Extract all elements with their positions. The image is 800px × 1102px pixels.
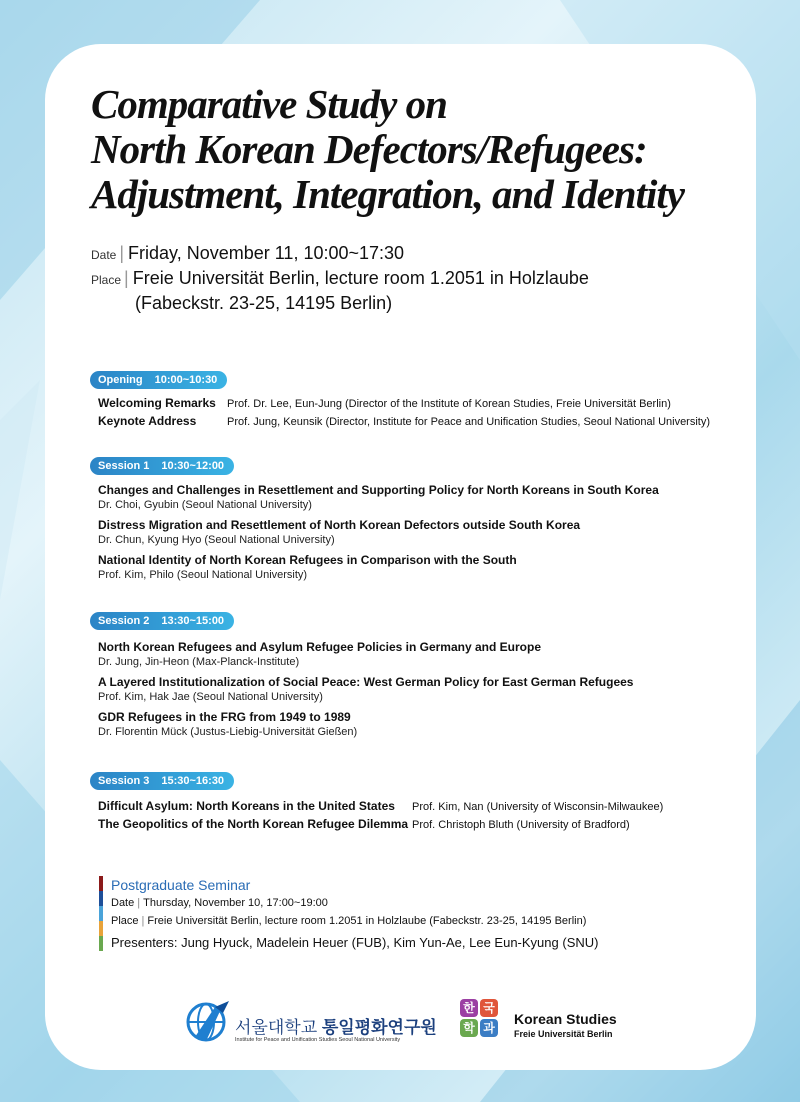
title-line: Adjustment, Integration, and Identity: [91, 171, 684, 217]
talk-speaker: Prof. Christoph Bluth (University of Bradford): [412, 819, 630, 831]
postgrad-place: Place | Freie Universität Berlin, lecture room 1.2051 in Holzlaube (Fabeckstr. 23-25, 14195 Berlin): [111, 915, 587, 927]
opening-role: Keynote Address: [98, 414, 197, 428]
talk-speaker: Dr. Choi, Gyubin (Seoul National University): [98, 499, 312, 511]
opening-speaker: Prof. Dr. Lee, Eun-Jung (Director of the Institute of Korean Studies, Freie Universität Berlin): [227, 398, 671, 410]
opening-speaker: Prof. Jung, Keunsik (Director, Institute for Peace and Unification Studies, Seoul National University): [227, 416, 711, 428]
talk-title: Changes and Challenges in Resettlement and Supporting Policy for North Koreans in South Korea: [98, 483, 659, 497]
talk: [98, 483, 659, 512]
session3-pill: [90, 772, 234, 790]
color-bar-stack: [99, 876, 103, 952]
event-title: [91, 82, 684, 217]
postgrad-place-value: Freie Universität Berlin, lecture room 1.2051 in Holzlaube (Fabeckstr. 23-25, 14195 Berlin): [147, 915, 587, 927]
talk-title: The Geopolitics of the North Korean Refugee Dilemma: [98, 817, 409, 831]
fub-name: Korean Studies: [514, 1011, 617, 1027]
opening-role: Welcoming Remarks: [98, 396, 216, 410]
logo-bar: [45, 999, 756, 1049]
color-bar: [99, 936, 103, 951]
place-label: Place: [91, 273, 122, 287]
talk-title: North Korean Refugees and Asylum Refugee Policies in Germany and Europe: [98, 640, 541, 654]
postgrad-date: Date | Thursday, November 10, 17:00~19:00: [111, 897, 328, 909]
title-line: North Korean Defectors/Refugees:: [91, 126, 647, 172]
globe-icon: [185, 999, 231, 1045]
date-value: Friday, November 11, 10:00~17:30: [128, 243, 405, 263]
poster-card: [45, 44, 756, 1070]
opening-time: 10:00~10:30: [154, 374, 218, 386]
color-bar: [99, 876, 103, 891]
talk: [98, 518, 659, 547]
postgrad-date-label: Date: [111, 897, 135, 909]
session1-name: Session 1: [98, 460, 150, 472]
session2-block: [98, 640, 633, 745]
talk-speaker: Dr. Florentin Mück (Justus-Liebig-Universität Gießen): [98, 726, 358, 738]
postgrad-presenters: Presenters: Jung Hyuck, Madelein Heuer (FUB), Kim Yun-Ae, Lee Eun-Kyung (SNU): [111, 935, 599, 950]
hangul-tile-icon: 한: [460, 999, 478, 1017]
opening-item: [98, 395, 710, 413]
snu-english-name: Institute for Peace and Unification Studies Seoul National University: [235, 1037, 401, 1043]
talk-speaker: Dr. Jung, Jin-Heon (Max-Planck-Institute): [98, 656, 300, 668]
opening-item: [98, 413, 710, 431]
color-bar: [99, 891, 103, 906]
talk: [98, 553, 659, 582]
session1-pill: [90, 457, 234, 475]
date-label: Date: [91, 248, 117, 262]
session1-block: [98, 483, 659, 588]
opening-name: Opening: [98, 374, 143, 386]
talk: [98, 710, 633, 739]
talk-title: GDR Refugees in the FRG from 1949 to 1989: [98, 710, 351, 724]
session3-block: [98, 798, 663, 834]
session2-name: Session 2: [98, 615, 150, 627]
talk-speaker: Dr. Chun, Kyung Hyo (Seoul National University): [98, 534, 335, 546]
place-address: (Fabeckstr. 23-25, 14195 Berlin): [135, 293, 393, 313]
snu-korean-name: 서울대학교 통일평화연구원: [235, 1018, 437, 1037]
opening-pill: [90, 371, 227, 389]
talk: [98, 640, 633, 669]
place-value: Freie Universität Berlin, lecture room 1.2051 in Holzlaube: [132, 268, 589, 288]
postgrad-title: Postgraduate Seminar: [111, 877, 251, 893]
talk-title: Distress Migration and Resettlement of North Korean Defectors outside South Korea: [98, 518, 581, 532]
postgrad-place-label: Place: [111, 915, 139, 927]
talk-speaker: Prof. Kim, Hak Jae (Seoul National University): [98, 691, 323, 703]
session2-time: 13:30~15:00: [161, 615, 225, 627]
session2-pill: [90, 612, 234, 630]
color-bar: [99, 921, 103, 936]
place-row: Place | Freie Universität Berlin, lecture room 1.2051 in Holzlaube: [91, 268, 589, 288]
talk-speaker: Prof. Kim, Philo (Seoul National University): [98, 569, 308, 581]
hangul-tile-icon: 학: [460, 1019, 478, 1037]
session3-item: [98, 816, 663, 834]
session1-time: 10:30~12:00: [161, 460, 225, 472]
postgrad-date-value: Thursday, November 10, 17:00~19:00: [143, 897, 328, 909]
hangul-tile-icon: 과: [480, 1019, 498, 1037]
title-line: Comparative Study on: [91, 81, 447, 127]
session3-name: Session 3: [98, 775, 150, 787]
talk-title: National Identity of North Korean Refugees in Comparison with the South: [98, 553, 517, 567]
hangul-tile-icon: 국: [480, 999, 498, 1017]
session3-item: [98, 798, 663, 816]
color-bar: [99, 906, 103, 921]
talk-title: Difficult Asylum: North Koreans in the United States: [98, 799, 395, 813]
postgrad-content: [111, 876, 598, 954]
fub-subtitle: Freie Universität Berlin: [514, 1029, 613, 1039]
talk-title: A Layered Institutionalization of Social Peace: West German Policy for East German Refugees: [98, 675, 634, 689]
opening-block: [98, 395, 710, 431]
date-row: Date | Friday, November 11, 10:00~17:30: [91, 243, 405, 263]
talk-speaker: Prof. Kim, Nan (University of Wisconsin-Milwaukee): [412, 801, 664, 813]
event-info: [91, 242, 589, 315]
session3-time: 15:30~16:30: [161, 775, 225, 787]
talk: [98, 675, 633, 704]
